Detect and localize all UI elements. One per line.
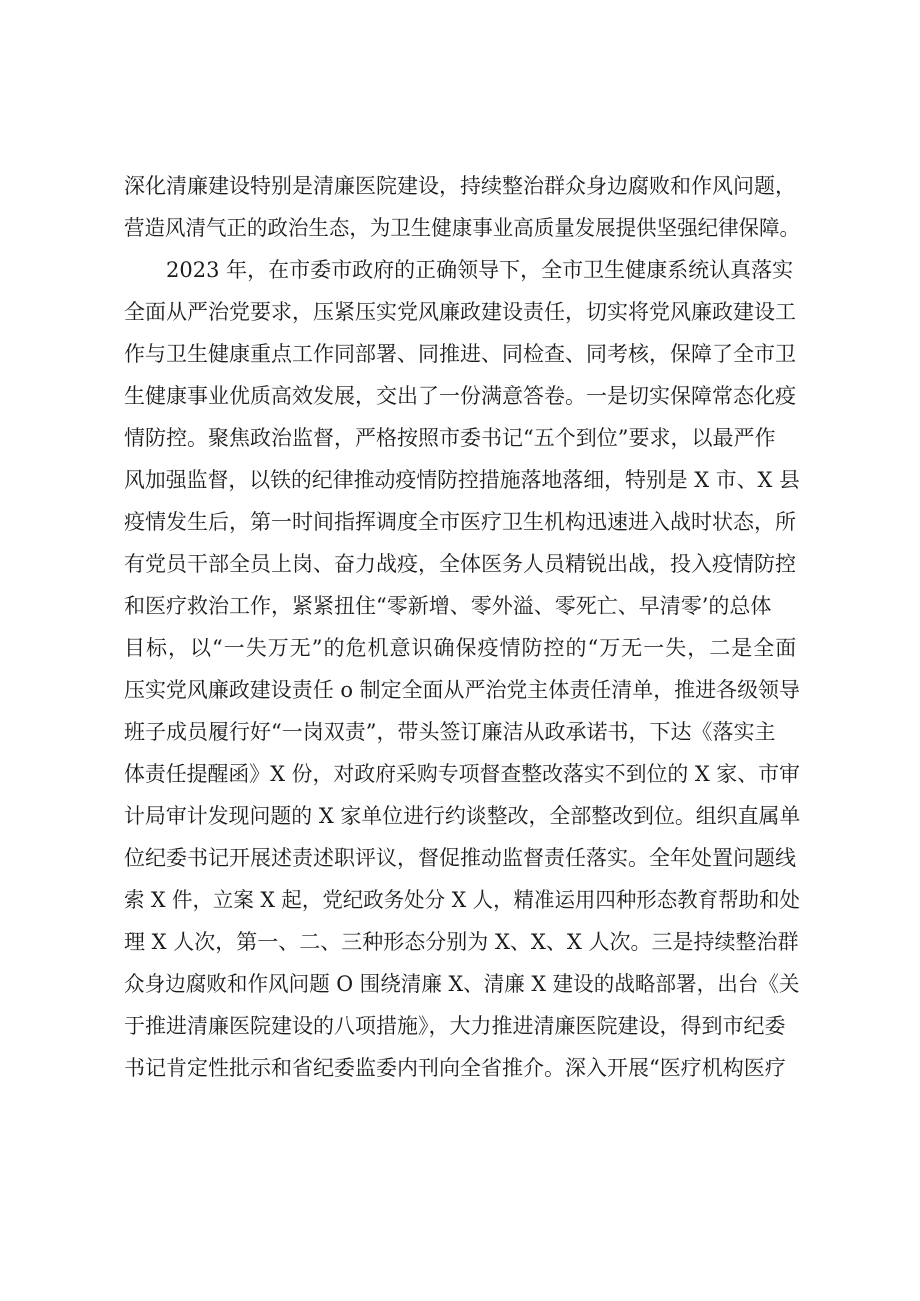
text-line: 生健康事业优质高效发展，交出了一份满意答卷。一是切实保障常态化疫 — [124, 384, 796, 408]
text-line: 众身边腐败和作风问题 O 围绕清廉 X、清廉 X 建设的战略部署，出台《关 — [124, 972, 800, 996]
text-line: 目标，以“一失万无”的危机意识确保疫情防控的“万无一失，二是全面 — [124, 636, 798, 660]
text-line: 有党员干部全员上岗、奋力战疫，全体医务人员精锐出战，投入疫情防控 — [124, 552, 796, 576]
text-line: 书记肯定性批示和省纪委监委内刊向全省推介。深入开展“医疗机构医疗 — [124, 1056, 786, 1080]
text-line: 风加强监督，以铁的纪律推动疫情防控措施落地落细，特别是 X 市、X 县 — [124, 468, 800, 492]
text-line: 压实党风廉政建设责任 o 制定全面从严治党主体责任清单，推进各级领导 — [124, 678, 800, 702]
text-line: 理 X 人次，第一、二、三种形态分别为 X、X、X 人次。三是持续整治群 — [124, 930, 799, 954]
text-line: 作与卫生健康重点工作同部署、同推进、同检查、同考核，保障了全市卫 — [124, 342, 796, 366]
paragraph-first-line: 2023 年，在市委市政府的正确领导下，全市卫生健康系统认真落实 — [166, 258, 794, 282]
text-line: 疫情发生后，第一时间指挥调度全市医疗卫生机构迅速进入战时状态，所 — [124, 510, 796, 534]
text-line: 于推进清廉医院建设的八项措施》，大力推进清廉医院建设，得到市纪委 — [124, 1014, 786, 1038]
text-line: 营造风清气正的政治生态，为卫生健康事业高质量发展提供坚强纪律保障。 — [124, 216, 801, 240]
text-line: 深化清廉建设特别是清廉医院建设，持续整治群众身边腐败和作风问题， — [124, 174, 796, 198]
text-line: 位纪委书记开展述责述职评议，督促推动监督责任落实。全年处置问题线 — [124, 846, 796, 870]
text-line: 情防控。聚焦政治监督，严格按照市委书记“五个到位”要求，以最严作 — [124, 426, 776, 450]
text-line: 班子成员履行好“一岗双责”，带头签订廉洁从政承诺书，下达《落实主 — [124, 720, 776, 744]
text-line: 全面从严治党要求，压紧压实党风廉政建设责任，切实将党风廉政建设工 — [124, 300, 796, 324]
text-line: 体责任提醒函》X 份，对政府采购专项督查整改落实不到位的 X 家、市审 — [124, 762, 800, 786]
text-line: 和医疗救治工作，紧紧扭住“零新增、零外溢、零死亡、早清零’的总体 — [124, 594, 772, 618]
text-line: 计局审计发现问题的 X 家单位进行约谈整改，全部整改到位。组织直属单 — [124, 804, 801, 828]
text-line: 索 X 件，立案 X 起，党纪政务处分 X 人，精准运用四种形态教育帮助和处 — [124, 888, 800, 912]
